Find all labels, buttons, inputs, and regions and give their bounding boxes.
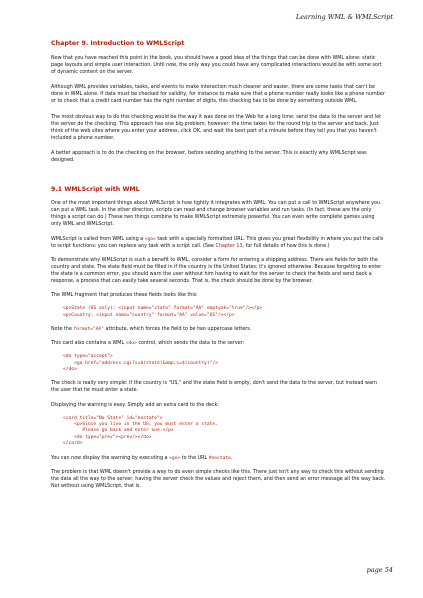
page-number: page 54 <box>366 566 393 574</box>
page-content <box>51 40 386 490</box>
inline-code: <go> <box>169 455 181 461</box>
intro-paragraph-1: Now that you have reached this point in the book, you should have a good idea of the things that can be done with WML alone: static page layouts and simple user interaction. Until now, the only way you could have any complicated interactions would be with some sort of dynamic content on the server. <box>51 55 382 76</box>
chapter-13-link[interactable]: Chapter 13 <box>215 242 243 249</box>
text-run: control, which sends the data to the server: <box>136 340 245 347</box>
intro-paragraph-4: A better approach is to do the checking on the browser, before sending anything to the server. This is exactly why WMLScript was designed. <box>51 149 367 164</box>
section-paragraph-9 <box>51 455 386 462</box>
section-paragraph-1: One of the most important things about WMLScript is how tightly it integrates with WML. You can put a call to WMLScript anywhere you can put a WML task. In the other direction, scripts can read and change browser variables and run tasks. (In fact, these are the only things a script can do.) These two things combine to make WMLScript extremely powerful. You can even write complete games using only WML and WMLScript. <box>51 200 381 228</box>
section-paragraph-8: Displaying the warning is easy. Simply add an extra card to the deck: <box>51 401 220 408</box>
section-paragraph-7: The check is really very simple: if the country is "US," and the state field is empty, don't send the data to the server, but instead warn the user that he must enter a state. <box>51 380 377 394</box>
text-run: attribute, which forces the field to be two uppercase letters. <box>103 325 252 332</box>
intro-paragraph-3: The most obvious way to do this checking would be the way it was done on the Web for a long time: send the data to the server and let the server do the checking. This approach has one big problem, however: the time taken for the round trip to the server and back. Just think of the web sites where you enter your address, click OK, and wait the best part of a minute before they tell you that you haven't included a phone number. <box>51 113 381 141</box>
text-run: Note the <box>51 325 74 332</box>
section-paragraph-5 <box>51 326 386 333</box>
inline-code: format="AA" <box>73 326 104 332</box>
section-paragraph-10: The problem is that WML doesn't provide a way to do even simple checks like this. There just isn't any way to check this without sending the data all the way to the server, having the server check the values and reject them, and then send an error message all the way back. Not without using WMLScript, that is. <box>51 468 386 489</box>
text-run: You can now display the warning by executing a <box>51 454 170 461</box>
text-run: to the URL <box>180 454 209 461</box>
code-block-input-fields: <p>State (US only): <input name="state" format="AA" emptyok="true"/></p> <p>Country: <input name="country" format="AA" value="US"/></p> <box>63 306 263 318</box>
section-title: 9.1 WMLScript with WML <box>51 186 140 194</box>
text-run: . <box>230 454 233 461</box>
code-block-do-control: <do type="accept"> <go href="address.cgi?s=$(state)&amp;c=$(country)"/> </do> <box>63 354 218 372</box>
running-header: Learning WML & WMLScript <box>295 13 393 21</box>
section-paragraph-3: To demonstrate why WMLScript is such a benefit to WML, consider a form for entering a shipping address. There are fields for both the country and state. The state field must be filled in if the country is the United States; it's ignored otherwise. Because forgetting to enter the state is a common error, you should warn the user without him having to wait for the server to check the fields and send back a response, a process that can easily take several seconds. That is, the check should be done by the browser. <box>51 256 382 284</box>
code-block-nostate-card: <card title="No State" id="nostate"> <p>Since you live in the US, you must enter a state. Please go back and enter one.</p> <do type="prev"><prev/></do> </card> <box>63 415 218 447</box>
section-paragraph-6 <box>51 340 386 347</box>
inline-code: <go> <box>144 236 156 242</box>
intro-paragraph-2: Although WML provides variables, tasks, and events to make interaction much cleaner and easier, there are some tasks that can't be done in WML alone. If data must be checked for validity, for instance to make sure that a phone number really looks like a phone number or to check that a credit card number has the right number of digits, this checking has to be done by something outside WML. <box>51 84 385 105</box>
section-paragraph-2 <box>51 236 386 250</box>
text-run: , for full details of how this is done.) <box>242 242 330 249</box>
text-run: WMLScript is called from WML using a <box>51 235 145 242</box>
section-paragraph-4: The WML fragment that produces these fields looks like this: <box>51 292 198 299</box>
inline-code: #nostate <box>208 455 231 461</box>
text-run: This card also contains a WML <box>51 340 126 347</box>
inline-code: <do> <box>125 341 137 347</box>
chapter-title: Chapter 9. Introduction to WMLScript <box>51 40 185 47</box>
text-run: task with a specially formatted URL. This gives you great flexibility in where you put the calls to script functions: you can replace any task with a script call. (See <box>51 235 384 249</box>
